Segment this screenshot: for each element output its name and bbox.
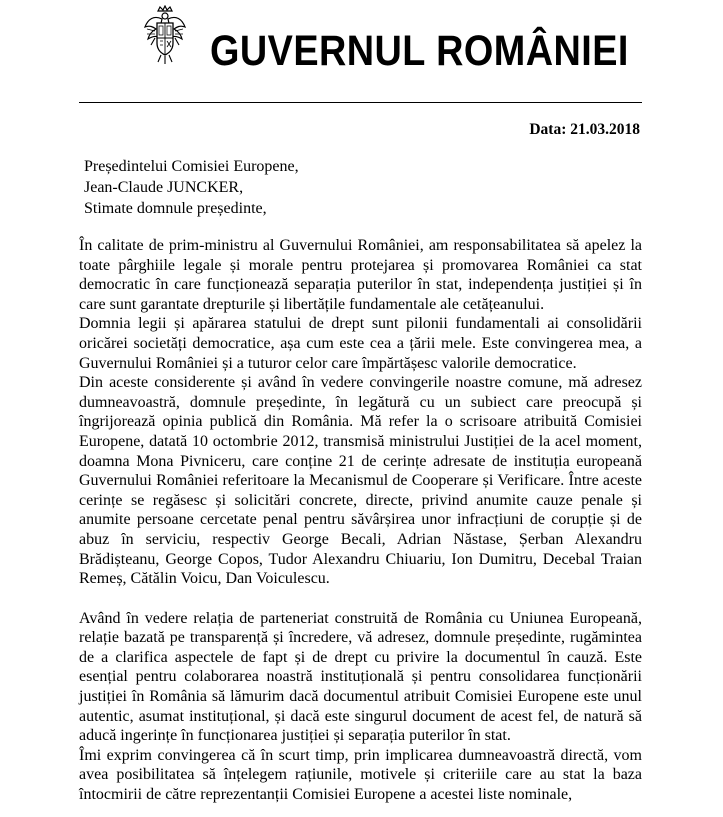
body-paragraph: În calitate de prim-ministru al Guvernului României, am responsabilitatea să apelez la toate pârghiile legale și morale pentru protejarea și promovarea României ca stat democratic în care funcționează separația puterilor în stat, independența justiției și în care sunt garantate drepturile și libertățile fundamentale ale cetățeanului. [79,237,642,313]
body-paragraph: Domnia legii și apărarea statului de drept sunt pilonii fundamentali ai consolidării oricărei societăți democratice, așa cum este cea a țării mele. Este convingerea mea, a Guvernului României și a tuturor celor care împărtășesc valorile democratice. [79,315,642,372]
body-paragraph: Îmi exprim convingerea că în scurt timp, prin implicarea dumneavoastră directă, vom avea posibilitatea să înțelegem rațiunile, motivele și criteriile care au stat la baza întocmirii de către reprezentanții Comisiei Europene a acestei liste nominale, [79,746,642,804]
header-divider [79,102,642,103]
body-paragraph: Din aceste considerente și având în vedere convingerile noastre comune, mă adresez dumneavoastră, domnule președinte, în legătură cu un subiect care preocupă și îngrijorează opinia publică din România. Mă refer la o scrisoare atribuită Comisiei Europene, datată 10 octombrie 2012, transmisă ministrului Justiției de la acel moment, doamna Mona Pivniceru, care conține 21 de cerințe adresate de instituția europeană Guvernului României referitoare la Mecanismul de Cooperare și Verificare. Între aceste cerințe se regăsesc și solicitări concrete, directe, privind anumite cauze penale și anumite persoane cercetate penal pentru săvârșirea unor infracțiuni de corupție și de abuz în serviciu, respectiv George Becali, Adrian Năstase, Șerban Alexandru Brădișteanu, George Copos, Tudor Alexandru Chiuariu, Ion Dumitru, Decebal Traian Remeș, Cătălin Voicu, Dan Voiculescu. [79,374,642,588]
recipient-line-name: Jean-Claude JUNCKER, [84,179,244,196]
letterhead [0,0,723,108]
recipient-block [79,156,642,219]
coat-of-arms-icon [142,5,188,67]
salutation: Stimate domnule președinte, [84,200,267,217]
body-paragraph: Având în vedere relația de parteneriat construită de România cu Uniunea Europeană, relație bazată pe transparență și încredere, vă adresez, domnule președinte, rugămintea de a clarifica aspectele de fapt și de drept cu privire la documentul în cauză. Este esențial pentru colaborarea noastră instituțională și pentru consolidarea funcționării justiției în România să lămurim dacă documentul atribuit Comisiei Europene este unul autentic, asumat instituțional, și dacă este singurul document de acest fel, de natură să aducă ingerințe în funcționarea justiției și separația puterilor în stat. [79,609,642,745]
government-title: GUVERNUL ROMÂNIEI [210,27,629,75]
recipient-line-title: Președintelui Comisiei Europene, [84,158,299,175]
letter-date: Data: 21.03.2018 [529,121,640,138]
letter-body [79,236,642,805]
